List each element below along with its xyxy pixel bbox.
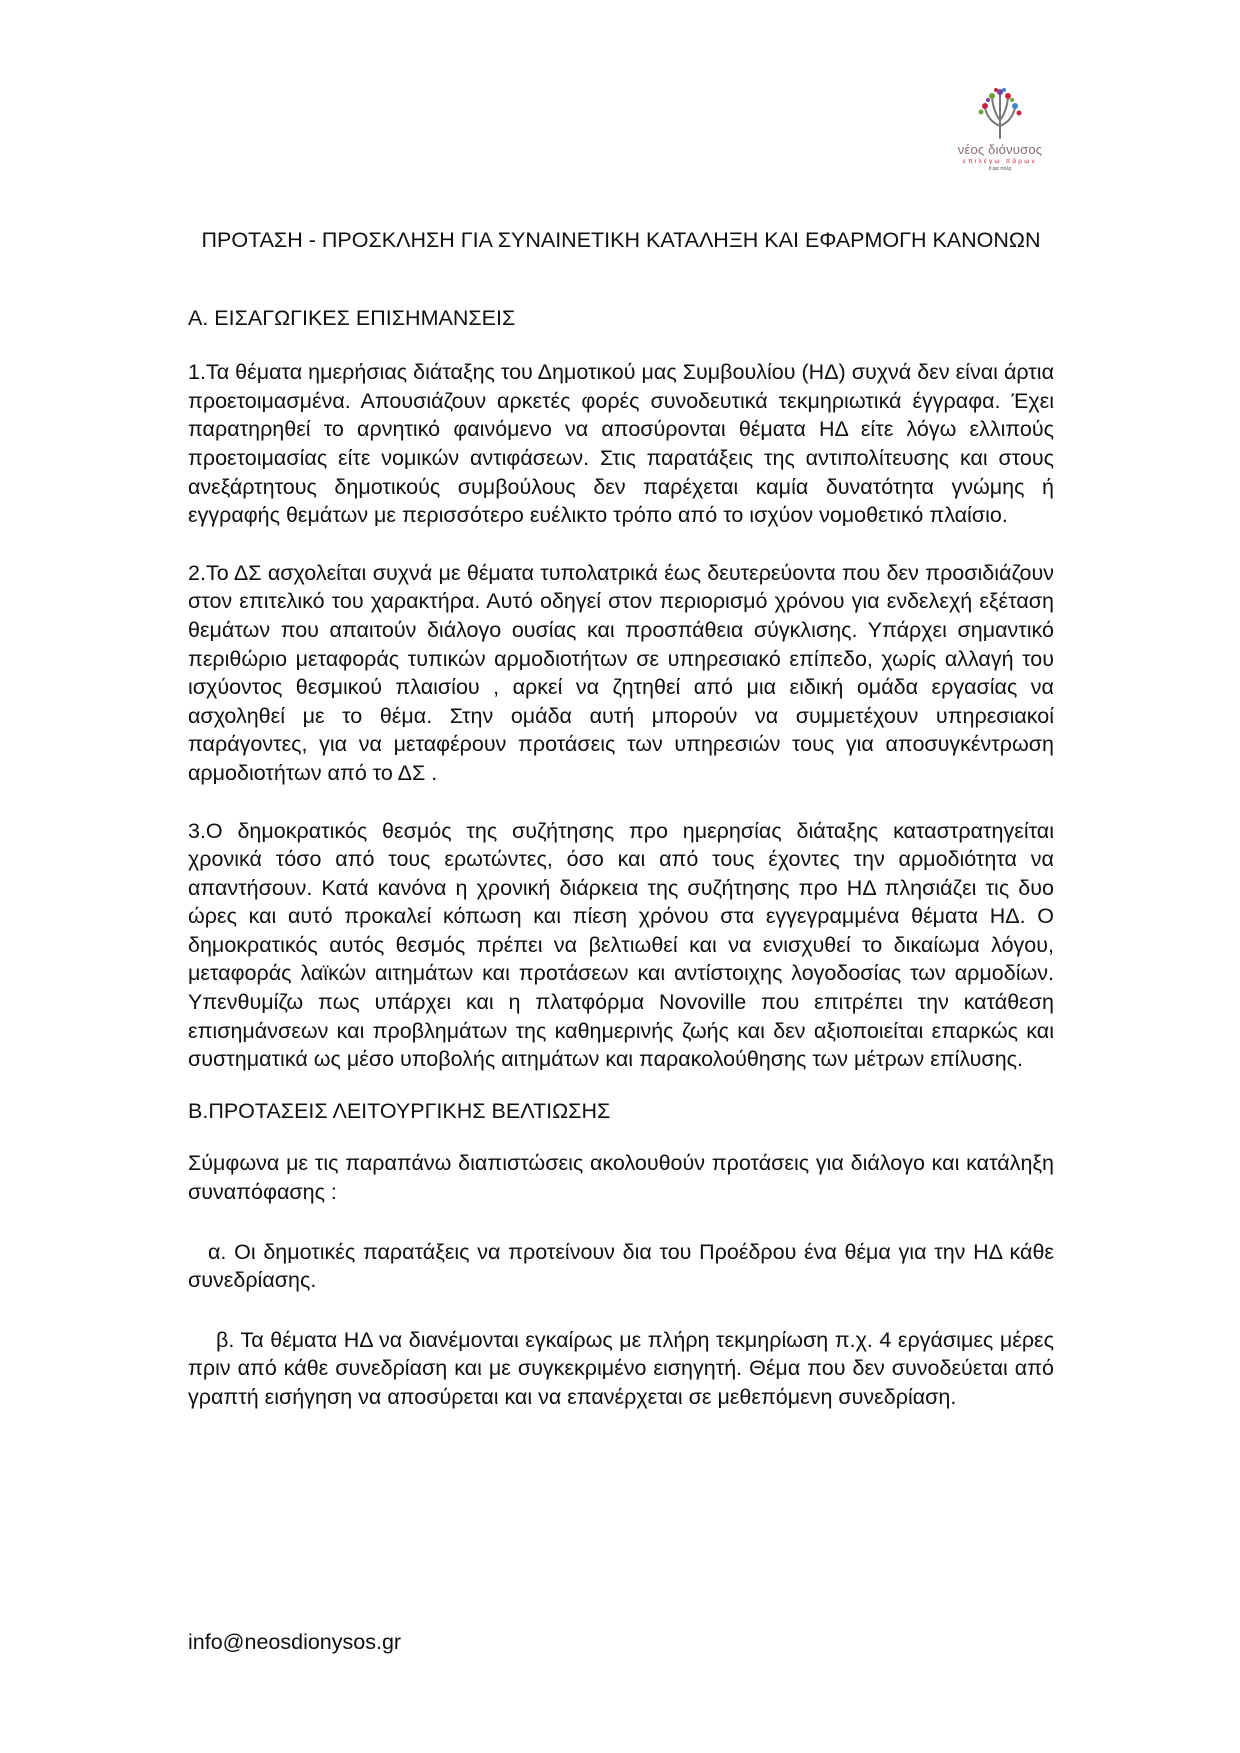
logo-name: νέος διόνυσος xyxy=(957,142,1043,157)
section-a-paragraph-1: 1.Τα θέματα ημερήσιας διάταξης του Δημοτικού μας Συμβουλίου (ΗΔ) συχνά δεν είναι άρτια προετοιμασμένα. Απουσιάζουν αρκετές φορές συνοδευτικά τεκμηριωτικά έγγραφα. Έχει παρατηρηθεί το αρνητικό φαινόμενο να αποσύρονται θέματα ΗΔ είτε λόγω ελλιπούς προετοιμασίας είτε νομικών αντιφάσεων. Στις παρατάξεις της αντιπολίτευσης και στους ανεξάρτητους δημοτικούς συμβούλους δεν παρέχεται καμία δυνατότητα γνώμης ή εγγραφής θεμάτων με περισσότερο ευέλικτο τρόπο από το ισχύον νομοθετικό πλαίσιο. xyxy=(188,360,1054,528)
footer-email: info@neosdionysos.gr xyxy=(188,1630,402,1654)
document-body xyxy=(188,226,1054,1412)
proposal-item-b: β. Τα θέματα ΗΔ να διανέμονται εγκαίρως με πλήρη τεκμηρίωση π.χ. 4 εργάσιμες μέρες πριν από κάθε συνεδρίαση και με συγκεκριμένο εισηγητή. Θέμα που δεν συνοδεύεται από γραπτή εισήγηση να αποσύρεται και να επανέρχεται σε μεθεπόμενη συνεδρίαση. xyxy=(188,1327,1054,1409)
section-a-paragraph-2: 2.Το ΔΣ ασχολείται συχνά με θέματα τυπολατρικά έως δευτερεύοντα που δεν προσιδιάζουν στον επιτελικό του χαρακτήρα. Αυτό οδηγεί στον περιορισμό χρόνου για ενδελεχή εξέταση θεμάτων που απαιτούν διάλογο ουσίας και προσπάθεια σύγκλισης. Υπάρχει σημαντικό περιθώριο μεταφοράς τυπικών αρμοδιοτήτων σε υπηρεσιακό επίπεδο, χωρίς αλλαγή του ισχύοντος θεσμικού πλαισίου , αρκεί να ζητηθεί από μια ειδική ομάδα εργασίας να ασχοληθεί με το θέμα. Στην ομάδα αυτή μπορούν να συμμετέχουν υπηρεσιακοί παράγοντες, για να μεταφέρουν προτάσεις των υπηρεσιών τους για αποσυγκέντρωση αρμοδιοτήτων από το ΔΣ . xyxy=(188,560,1054,785)
section-b-intro: Σύμφωνα με τις παραπάνω διαπιστώσεις ακολουθούν προτάσεις για διάλογο και κατάληξη συναπόφασης : xyxy=(188,1151,1054,1205)
section-a-heading: Α. ΕΙΣΑΓΩΓΙΚΕΣ ΕΠΙΣΗΜΑΝΣΕΙΣ xyxy=(188,305,516,330)
organization-logo xyxy=(940,86,1060,172)
proposal-item-a: α. Οι δημοτικές παρατάξεις να προτείνουν δια του Προέδρου ένα θέμα για την ΗΔ κάθε συνεδρίασης. xyxy=(188,1239,1054,1293)
tree-logo-icon xyxy=(973,86,1027,140)
document-title: ΠΡΟΤΑΣΗ - ΠΡΟΣΚΛΗΣΗ ΓΙΑ ΣΥΝΑΙΝΕΤΙΚΗ ΚΑΤΑΛΗΞΗ ΚΑΙ ΕΦΑΡΜΟΓΗ ΚΑΝΟΝΩΝ xyxy=(201,228,1041,252)
section-a-paragraph-3: 3.Ο δημοκρατικός θεσμός της συζήτησης προ ημερησίας διάταξης καταστρατηγείται χρονικά τόσο από τους ερωτώντες, όσο και από τους έχοντες την αρμοδιότητα να απαντήσουν. Κατά κανόνα η χρονική διάρκεια της συζήτησης προ ΗΔ πλησιάζει τις δυο ώρες και αυτό προκαλεί κόπωση και πίεση χρόνου στα εγγεγραμμένα θέματα ΗΔ. Ο δημοκρατικός αυτός θεσμός πρέπει να βελτιωθεί και να ενισχυθεί το δικαίωμα λόγου, μεταφοράς λαϊκών αιτημάτων και προτάσεων και αντίστοιχης λογοδοσίας των αρμοδίων. Υπενθυμίζω πως υπάρχει και η πλατφόρμα Novoville που επιτρέπει την κατάθεση επισημάνσεων και προβλημάτων της καθημερινής ζωής και δεν αξιοποιείται επαρκώς και συστηματικά ως μέσο υποβολής αιτημάτων και παρακολούθησης των μέτρων επίλυσης. xyxy=(188,818,1054,1072)
logo-subtext: θ φα πόλη xyxy=(988,166,1012,172)
logo-tagline: επιλέγω πάρων xyxy=(963,158,1037,165)
section-b-heading: Β.ΠΡΟΤΑΣΕΙΣ ΛΕΙΤΟΥΡΓΙΚΗΣ ΒΕΛΤΙΩΣΗΣ xyxy=(188,1098,611,1123)
